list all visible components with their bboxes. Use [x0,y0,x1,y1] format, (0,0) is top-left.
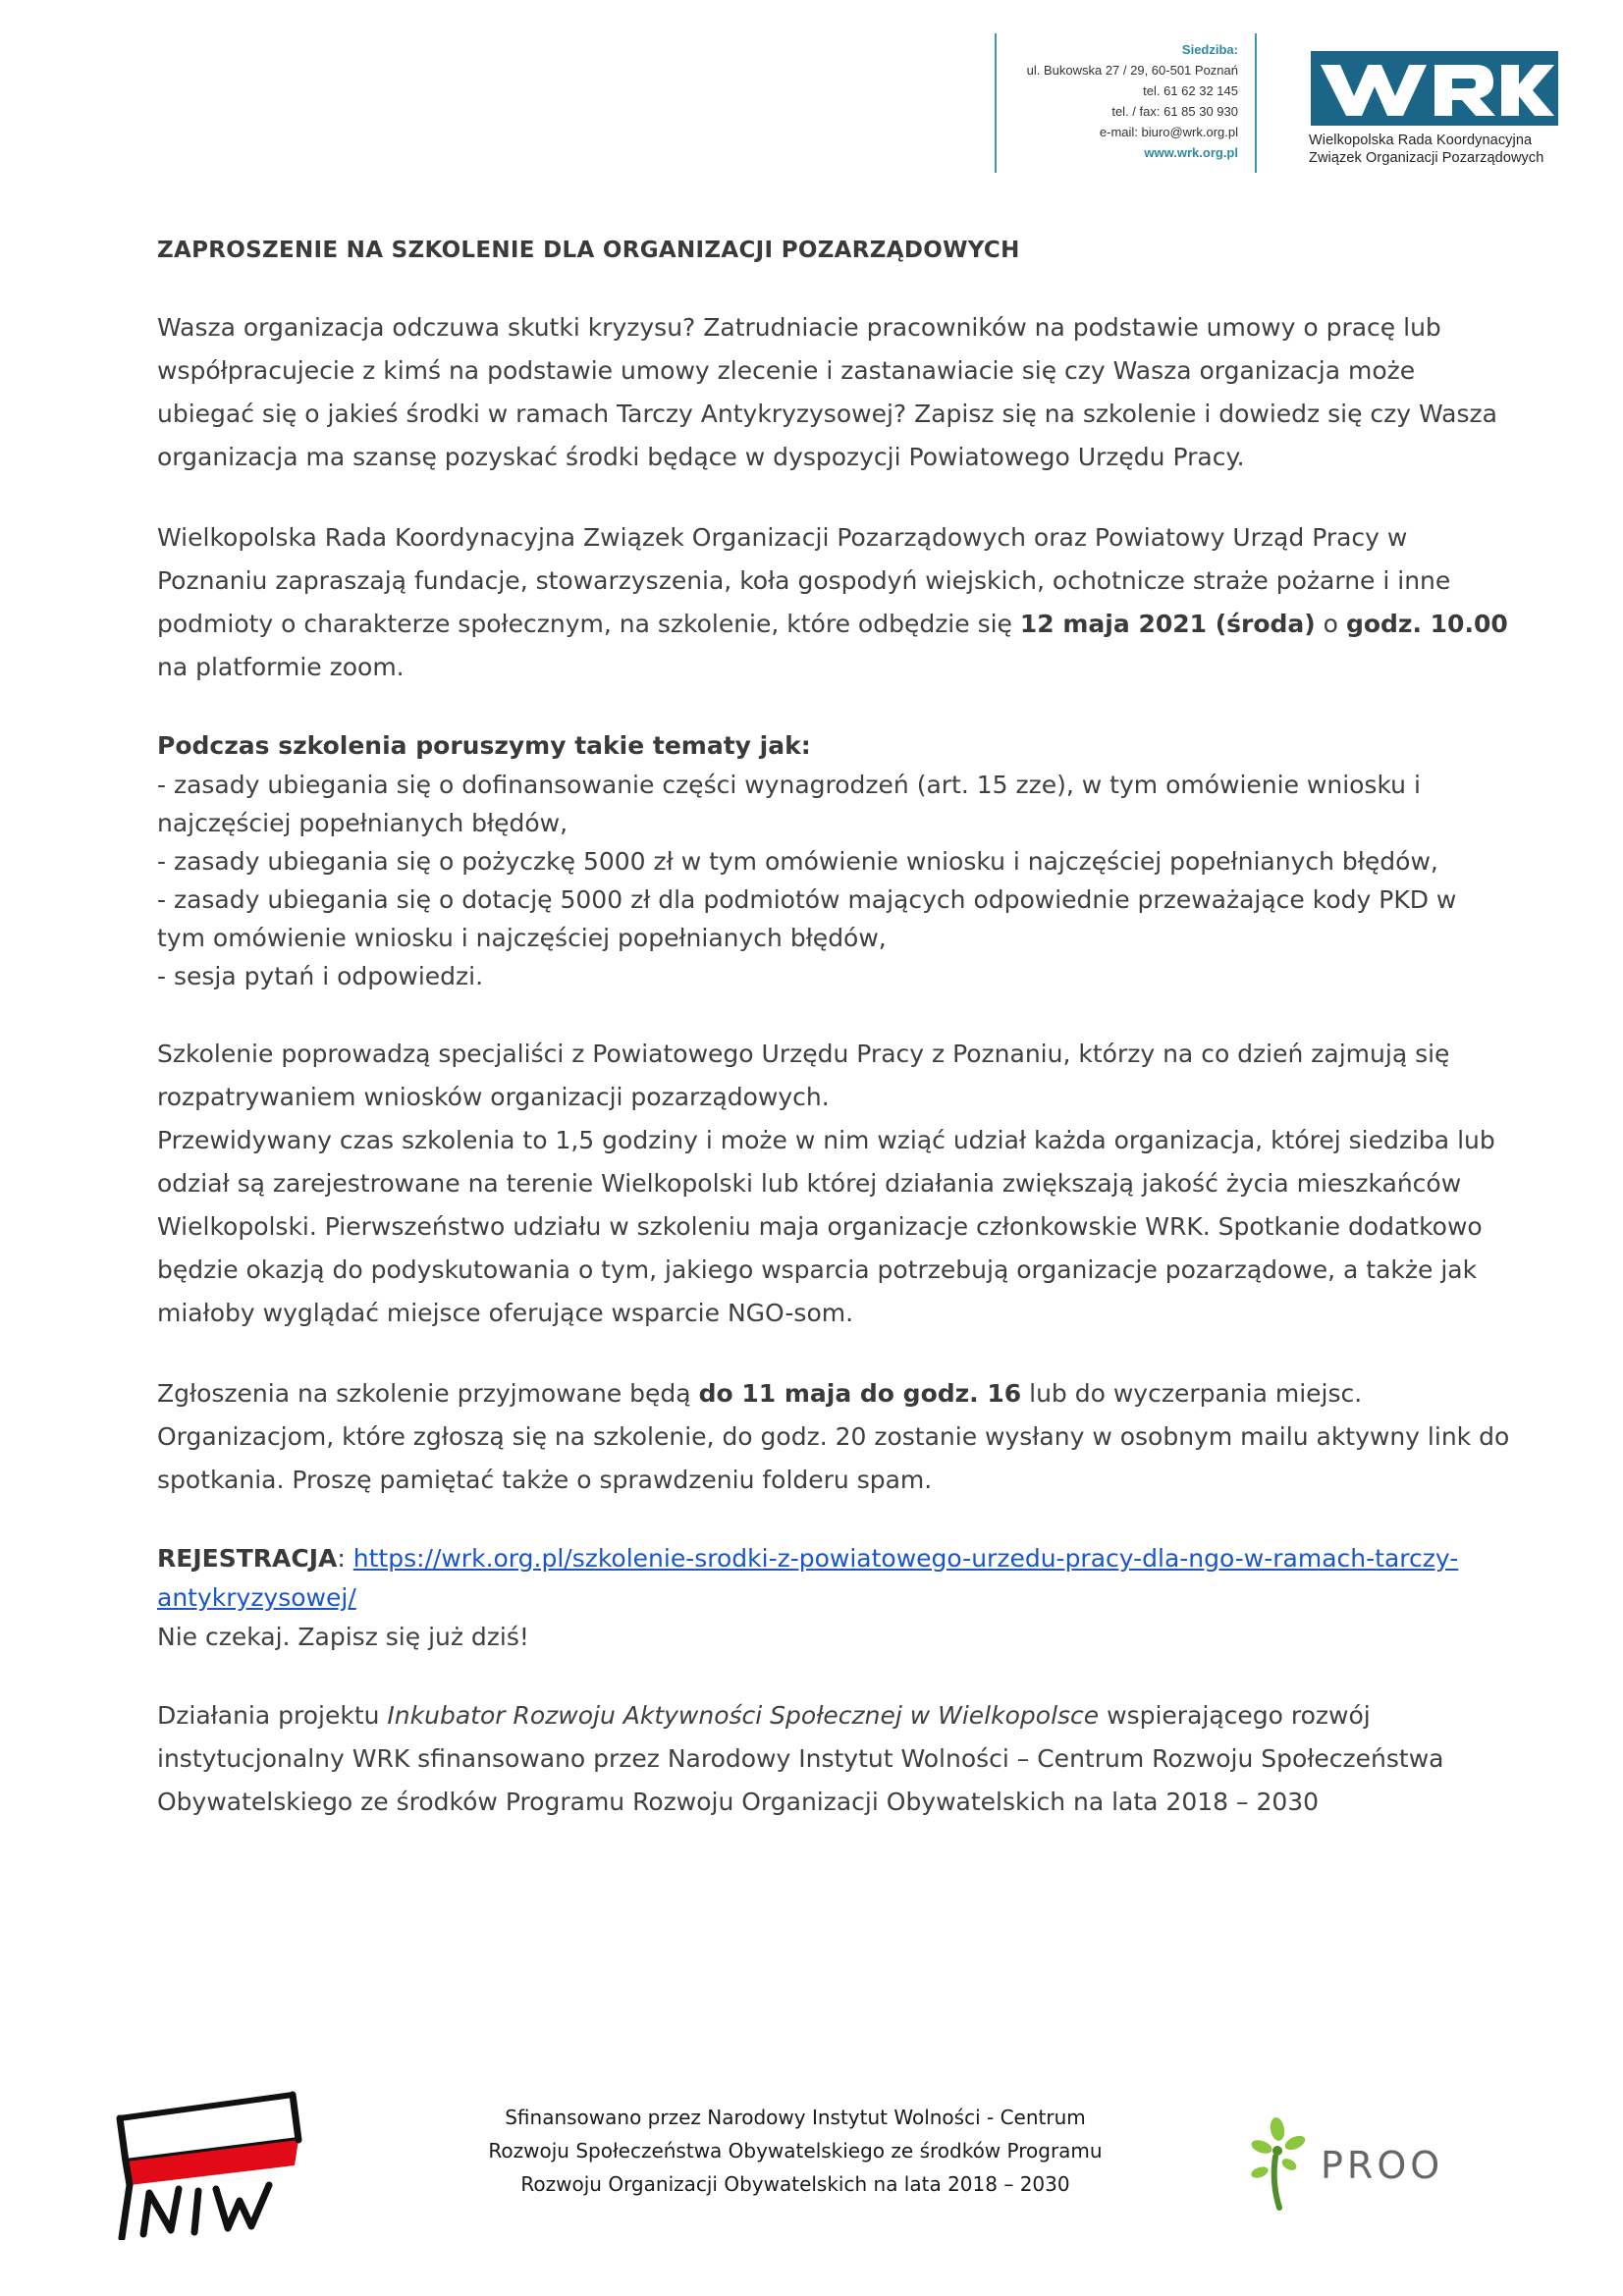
registration-line [157,1539,1512,1618]
header-divider [995,33,997,173]
footer-line2: Rozwoju Społeczeństwa Obywatelskiego ze środków Programu [488,2139,1103,2163]
wrk-logo-line1: Wielkopolska Rada Koordynacyjna [1309,133,1533,148]
invitation-paragraph [157,516,1512,689]
wrk-logo-line2: Związek Organizacji Pozarządowych [1309,150,1544,166]
list-item: - zasady ubiegania się o dotację 5000 zł dla podmiotów mających odpowiednie przeważające kody PKD w tym omówienie wniosku i najczęściej popełnianych błędów, [157,885,1457,952]
deadline-text-b: lub do wyczerpania miejsc. Organizacjom, które zgłoszą się na szkolenie, do godz. 20 zostanie wysłany w osobnym mailu aktywny link do spotkania. Proszę pamiętać także o sprawdzeniu folderu spam. [157,1379,1510,1494]
contact-email: e-mail: biuro@wrk.org.pl [1099,125,1238,139]
contact-fax: tel. / fax: 61 85 30 930 [1111,104,1238,119]
funding-paragraph [157,1694,1512,1824]
wrk-logo-mark [1311,51,1558,126]
registration-label: REJESTRACJA [157,1544,338,1573]
niw-logo [90,2091,308,2240]
contact-address: ul. Bukowska 27 / 29, 60-501 Poznań [1026,63,1238,78]
registration-block [157,1539,1512,1657]
footer-line1: Sfinansowano przez Narodowy Instytut Wolności - Centrum [505,2106,1086,2129]
list-item: - zasady ubiegania się o dofinansowanie części wynagrodzeń (art. 15 zze), w tym omówienie wniosku i najczęściej popełnianych błędów, [157,771,1421,837]
funding-text-a: Działania projektu [157,1701,388,1730]
wrk-logo [1311,51,1558,126]
header-divider-right [1255,33,1257,173]
contact-www: www.wrk.org.pl [1144,145,1238,160]
project-name: Inkubator Rozwoju Aktywności Społecznej w Wielkopolsce [387,1701,1100,1730]
event-time: godz. 10.00 [1345,610,1508,638]
document-body [157,238,1512,1824]
list-item: - sesja pytań i odpowiedzi. [157,962,484,990]
deadline-date: do 11 maja do godz. 16 [698,1379,1022,1408]
page-title: ZAPROSZENIE NA SZKOLENIE DLA ORGANIZACJI POZARZĄDOWYCH [157,238,1020,263]
registration-cta: Nie czekaj. Zapisz się już dziś! [157,1623,529,1651]
intro-paragraph: Wasza organizacja odczuwa skutki kryzysu? Zatrudniacie pracowników na podstawie umowy o pracę lub współpracujecie z kimś na podstawie umowy zlecenie i zastanawiacie się czy Wasza organizacja może ubiegać się o jakieś środki w ramach Tarczy Antykryzysowej? Zapisz się na szkolenie i dowiedz się czy Wasza organizacja ma szansę pozyskać środki będące w dyspozycji Powiatowego Urzędu Pracy. [157,313,1497,471]
contact-tel: tel. 61 62 32 145 [1143,83,1238,98]
event-date: 12 maja 2021 (środa) [1019,610,1316,638]
wrk-logo-text [1309,132,1543,167]
footer-line3: Rozwoju Organizacji Obywatelskich na lata 2018 – 2030 [520,2172,1070,2196]
proo-logo [1242,2113,1468,2212]
topics-heading: Podczas szkolenia poruszymy takie tematy jak: [157,731,811,760]
topics-list [157,726,1512,995]
registration-colon: : [337,1544,353,1573]
invitation-text-b: o [1315,610,1346,638]
registration-link[interactable]: https://wrk.org.pl/szkolenie-srodki-z-powiatowego-urzedu-pracy-dla-ngo-w-ramach-tarczy-antykryzysowej/ [157,1544,1459,1612]
trainers-paragraph: Szkolenie poprowadzą specjaliści z Powiatowego Urzędu Pracy z Poznaniu, którzy na co dzień zajmują się rozpatrywaniem wniosków organizacji pozarządowych. [157,1040,1450,1111]
proo-logo-icon [1242,2113,1468,2212]
invitation-text-a: Wielkopolska Rada Koordynacyjna Związek Organizacji Pozarządowych oraz Powiatowy Urząd Pracy w Poznaniu zapraszają fundacje, stowarzyszenia, koła gospodyń wiejskich, ochotnicze straże pożarne i inne podmioty o charakterze społecznym, na szkolenie, które odbędzie się [157,523,1451,638]
details-paragraph: Przewidywany czas szkolenia to 1,5 godziny i może w nim wziąć udział każda organizacja, której siedziba lub odział są zarejestrowane na terenie Wielkopolski lub której działania zwiększają jakość życia mieszkańców Wielkopolski. Pierwszeństwo udziału w szkoleniu maja organizacje członkowskie WRK. Spotkanie dodatkowo będzie okazją do podyskutowania o tym, jakiego wsparcia potrzebują organizacje pozarządowe, a także jak miałoby wyglądać miejsce oferujące wsparcie NGO-som. [157,1126,1495,1327]
deadline-paragraph [157,1372,1512,1502]
proo-wordmark: PROO [1321,2144,1444,2187]
contact-label: Siedziba: [1181,42,1238,57]
footer-funding-note [373,2101,1217,2201]
list-item: - zasady ubiegania się o pożyczkę 5000 zł w tym omówienie wniosku i najczęściej popełnianych błędów, [157,847,1438,876]
invitation-text-c: na platformie zoom. [157,653,405,681]
deadline-text-a: Zgłoszenia na szkolenie przyjmowane będą [157,1379,699,1408]
contact-block [1027,39,1238,163]
funding-text-b: wspierającego rozwój instytucjonalny WRK sfinansowano przez Narodowy Instytut Wolności – Centrum Rozwoju Społeczeństwa Obywatelskiego ze środków Programu Rozwoju Organizacji Obywatelskich na lata 2018 – 2030 [157,1701,1444,1816]
niw-logo-icon [90,2091,308,2240]
